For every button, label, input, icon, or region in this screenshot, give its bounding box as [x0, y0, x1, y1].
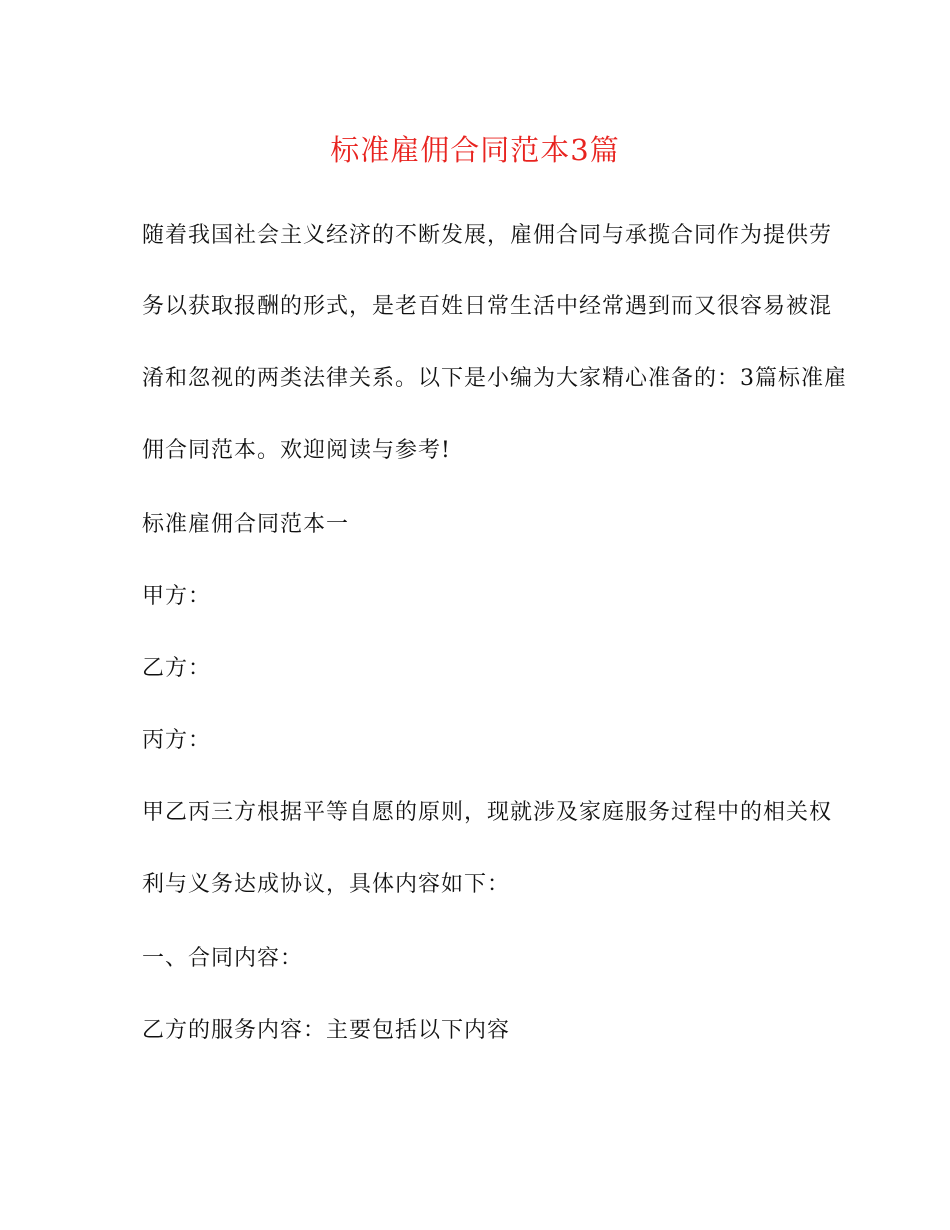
party-b-line: 乙方：: [142, 656, 212, 681]
body-line-10: 利与义务达成协议，具体内容如下：: [142, 872, 511, 897]
document-title: 标准雇佣合同范本3篇: [330, 133, 620, 167]
body-line-9: 甲乙丙三方根据平等自愿的原则，现就涉及家庭服务过程中的相关权: [142, 800, 833, 825]
party-a-line: 甲方：: [142, 584, 212, 609]
body-line-1: 随着我国社会主义经济的不断发展，雇佣合同与承揽合同作为提供劳: [142, 223, 833, 248]
body-line-4: 佣合同范本。欢迎阅读与参考!: [142, 438, 451, 463]
party-c-line: 丙方：: [142, 728, 212, 753]
body-line-3: 淆和忽视的两类法律关系。以下是小编为大家精心准备的：3篇标准雇: [142, 366, 847, 391]
clause-heading: 一、合同内容：: [142, 946, 304, 971]
body-line-12: 乙方的服务内容：主要包括以下内容: [142, 1018, 511, 1043]
body-line-2: 务以获取报酬的形式，是老百姓日常生活中经常遇到而又很容易被混: [142, 294, 833, 319]
section-heading: 标准雇佣合同范本一: [142, 512, 350, 537]
